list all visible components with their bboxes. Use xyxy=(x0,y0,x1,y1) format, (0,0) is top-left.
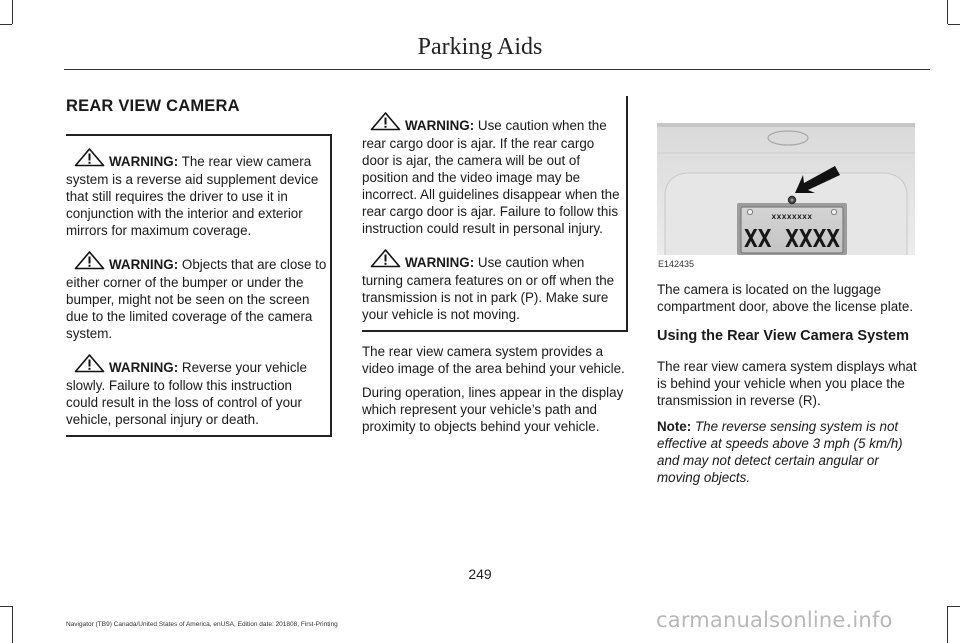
subsection-heading: Using the Rear View Camera System xyxy=(657,328,909,344)
warning-text: The rear view camera system is a reverse aid supplement device that still requires the driver to use it in conjunction with the interior and exterior mirrors for maximum coverage. xyxy=(66,154,319,238)
column-middle xyxy=(362,96,628,435)
warning-triangle-icon xyxy=(74,251,105,274)
figure-caption: The camera is located on the luggage compartment door, above the license plate. xyxy=(657,282,914,314)
warning-item xyxy=(66,354,327,428)
crop-mark xyxy=(948,24,960,25)
warning-text: Reverse your vehicle slowly. Failure to follow this instruction could result in the loss of control of your vehicle, personal injury or death. xyxy=(66,360,307,427)
crop-mark xyxy=(12,606,13,643)
note xyxy=(657,418,923,486)
warning-label: WARNING: xyxy=(405,255,475,270)
crop-mark xyxy=(0,606,12,607)
warning-label: WARNING: xyxy=(405,118,475,133)
note-label: Note: xyxy=(657,419,692,434)
footer-edition-info: Navigator (TB9) Canada/United States of America, enUSA, Edition date: 201808, First-Printing xyxy=(66,621,338,628)
warning-triangle-icon xyxy=(370,112,401,135)
crop-mark xyxy=(947,606,948,643)
crop-mark xyxy=(0,24,12,25)
warning-text: Objects that are close to either corner of the bumper or under the bumper, might not be seen on the screen due to the limited coverage of the camera system. xyxy=(66,257,327,341)
note-text: The reverse sensing system is not effective at speeds above 3 mph (5 km/h) and may not detect certain angular or moving objects. xyxy=(657,419,903,485)
warning-box xyxy=(362,96,628,332)
page-title: Parking Aids xyxy=(417,34,543,60)
warning-label: WARNING: xyxy=(109,257,179,272)
plate-main-text: XX XXXX xyxy=(744,224,840,253)
body-paragraph: During operation, lines appear in the display which represent your vehicle’s path and proximity to objects behind your vehicle. xyxy=(362,385,624,434)
column-left xyxy=(66,96,332,437)
body-paragraph: The rear view camera system provides a video image of the area behind your vehicle. xyxy=(362,344,625,376)
body-paragraph: The rear view camera system displays what is behind your vehicle when you place the transmission in reverse (R). xyxy=(657,359,917,408)
section-heading: REAR VIEW CAMERA xyxy=(66,97,240,115)
warning-triangle-icon xyxy=(370,249,401,272)
crop-mark xyxy=(947,0,948,24)
plate-small-text: XXXXXXXX xyxy=(771,214,813,221)
warning-item xyxy=(66,148,327,239)
crop-mark xyxy=(12,0,13,24)
warning-label: WARNING: xyxy=(109,154,179,169)
warning-item xyxy=(362,112,623,237)
warning-label: WARNING: xyxy=(109,360,179,375)
camera-location-illustration xyxy=(657,123,915,255)
watermark[interactable]: carmanualsonline.info xyxy=(656,608,893,632)
warning-text: Use caution when turning camera features on or off when the transmission is not in park (P). Make sure your vehicle is not moving. xyxy=(362,255,615,322)
warning-item xyxy=(66,251,327,342)
warning-item xyxy=(362,249,623,323)
title-divider xyxy=(64,69,930,70)
warning-text: Use caution when the rear cargo door is ajar. If the rear cargo door is ajar, the camera will be out of position and the video image may be incorrect. All guidelines disappear when the rear cargo door is ajar. Failure to follow this instruction could result in personal injury. xyxy=(362,118,620,236)
column-right xyxy=(657,96,923,486)
page-number: 249 xyxy=(468,566,492,582)
warning-triangle-icon xyxy=(74,354,105,377)
figure-id: E142435 xyxy=(658,259,695,269)
warning-triangle-icon xyxy=(74,148,105,171)
warning-box xyxy=(66,134,332,437)
crop-mark xyxy=(948,606,960,607)
